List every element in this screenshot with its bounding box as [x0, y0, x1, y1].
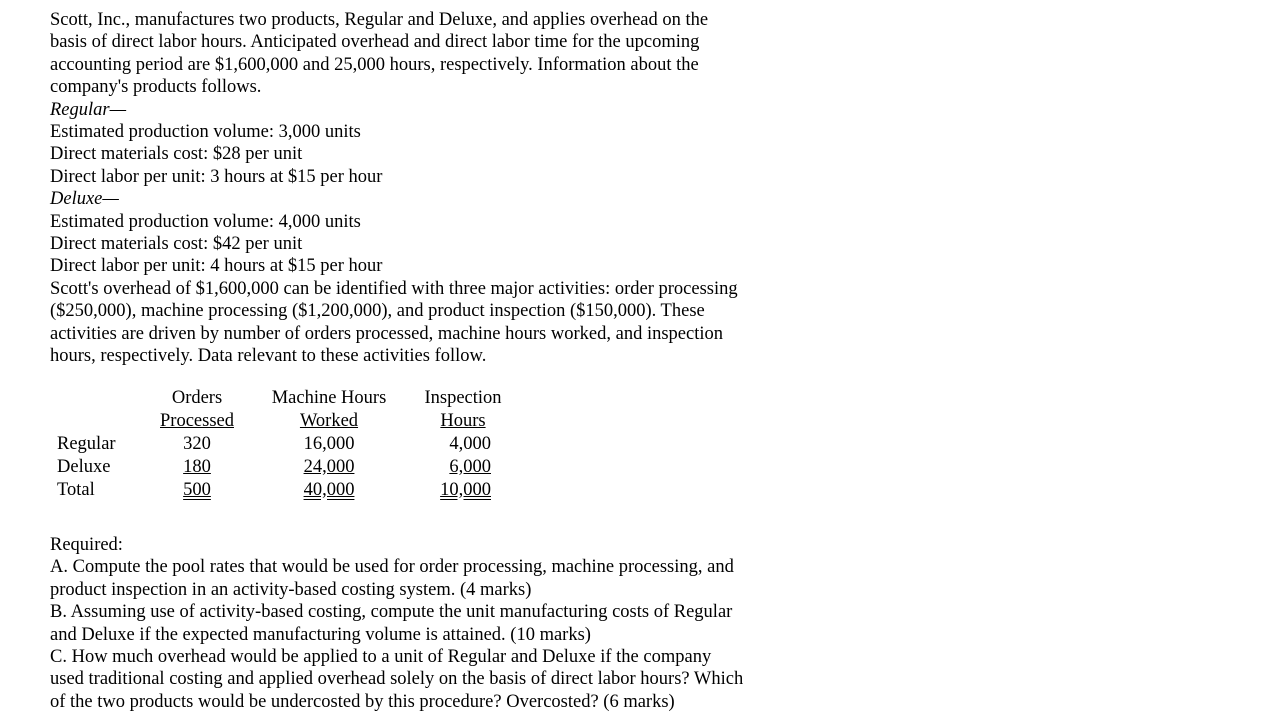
table-cell: 16,000: [303, 434, 355, 454]
intro-line: company's products follows.: [50, 77, 262, 98]
required-line: B. Assuming use of activity-based costing, compute the unit manufacturing costs of Regular: [50, 602, 733, 623]
header-orders: Orders: [171, 388, 223, 408]
required-heading: Required:: [50, 535, 123, 555]
deluxe-heading: Deluxe—: [50, 189, 119, 210]
required-section: [50, 534, 810, 713]
table-cell: 6,000: [449, 457, 491, 477]
table-cell: 180: [183, 457, 211, 477]
regular-detail: Direct materials cost: $28 per unit: [50, 144, 303, 165]
required-line: C. How much overhead would be applied to a unit of Regular and Deluxe if the company: [50, 647, 712, 668]
table-cell: 40,000: [303, 480, 355, 500]
required-line: A. Compute the pool rates that would be used for order processing, machine processing, and: [50, 557, 734, 578]
table-cell: 24,000: [303, 457, 355, 477]
deluxe-detail: Estimated production volume: 4,000 units: [50, 211, 361, 232]
overhead-line: ($250,000), machine processing ($1,200,000), and product inspection ($150,000). These: [50, 301, 705, 322]
header-processed: Processed: [160, 411, 234, 431]
header-machine-hours: Machine Hours: [271, 388, 387, 408]
overhead-line: hours, respectively. Data relevant to these activities follow.: [50, 346, 487, 367]
overhead-line: activities are driven by number of orders processed, machine hours worked, and inspection: [50, 323, 723, 344]
required-line: used traditional costing and applied overhead solely on the basis of direct labor hours? Which: [50, 669, 744, 690]
regular-heading: Regular—: [50, 99, 127, 120]
table-cell: 320: [183, 434, 211, 454]
required-line: of the two products would be undercosted by this procedure? Overcosted? (6 marks): [50, 691, 675, 712]
problem-text: [50, 9, 810, 368]
table-cell: 4,000: [449, 434, 491, 454]
overhead-line: Scott's overhead of $1,600,000 can be identified with three major activities: order processing: [50, 278, 738, 299]
header-worked: Worked: [299, 411, 359, 431]
required-line: and Deluxe if the expected manufacturing volume is attained. (10 marks): [50, 624, 591, 645]
header-hours: Hours: [440, 411, 486, 431]
intro-line: Scott, Inc., manufactures two products, Regular and Deluxe, and applies overhead on the: [50, 10, 709, 30]
intro-line: basis of direct labor hours. Anticipated overhead and direct labor time for the upcoming: [50, 32, 700, 53]
row-label: Total: [57, 480, 95, 500]
row-label: Deluxe: [57, 457, 111, 477]
intro-line: accounting period are $1,600,000 and 25,000 hours, respectively. Information about the: [50, 54, 699, 75]
header-inspection: Inspection: [424, 388, 502, 408]
regular-detail: Estimated production volume: 3,000 units: [50, 122, 361, 143]
deluxe-detail: Direct materials cost: $42 per unit: [50, 234, 303, 255]
required-line: product inspection in an activity-based costing system. (4 marks): [50, 579, 532, 600]
row-label: Regular: [57, 434, 116, 454]
table-cell: 10,000: [440, 480, 491, 500]
deluxe-detail: Direct labor per unit: 4 hours at $15 per hour: [50, 256, 383, 277]
table-cell: 500: [183, 480, 211, 500]
regular-detail: Direct labor per unit: 3 hours at $15 per hour: [50, 166, 383, 187]
